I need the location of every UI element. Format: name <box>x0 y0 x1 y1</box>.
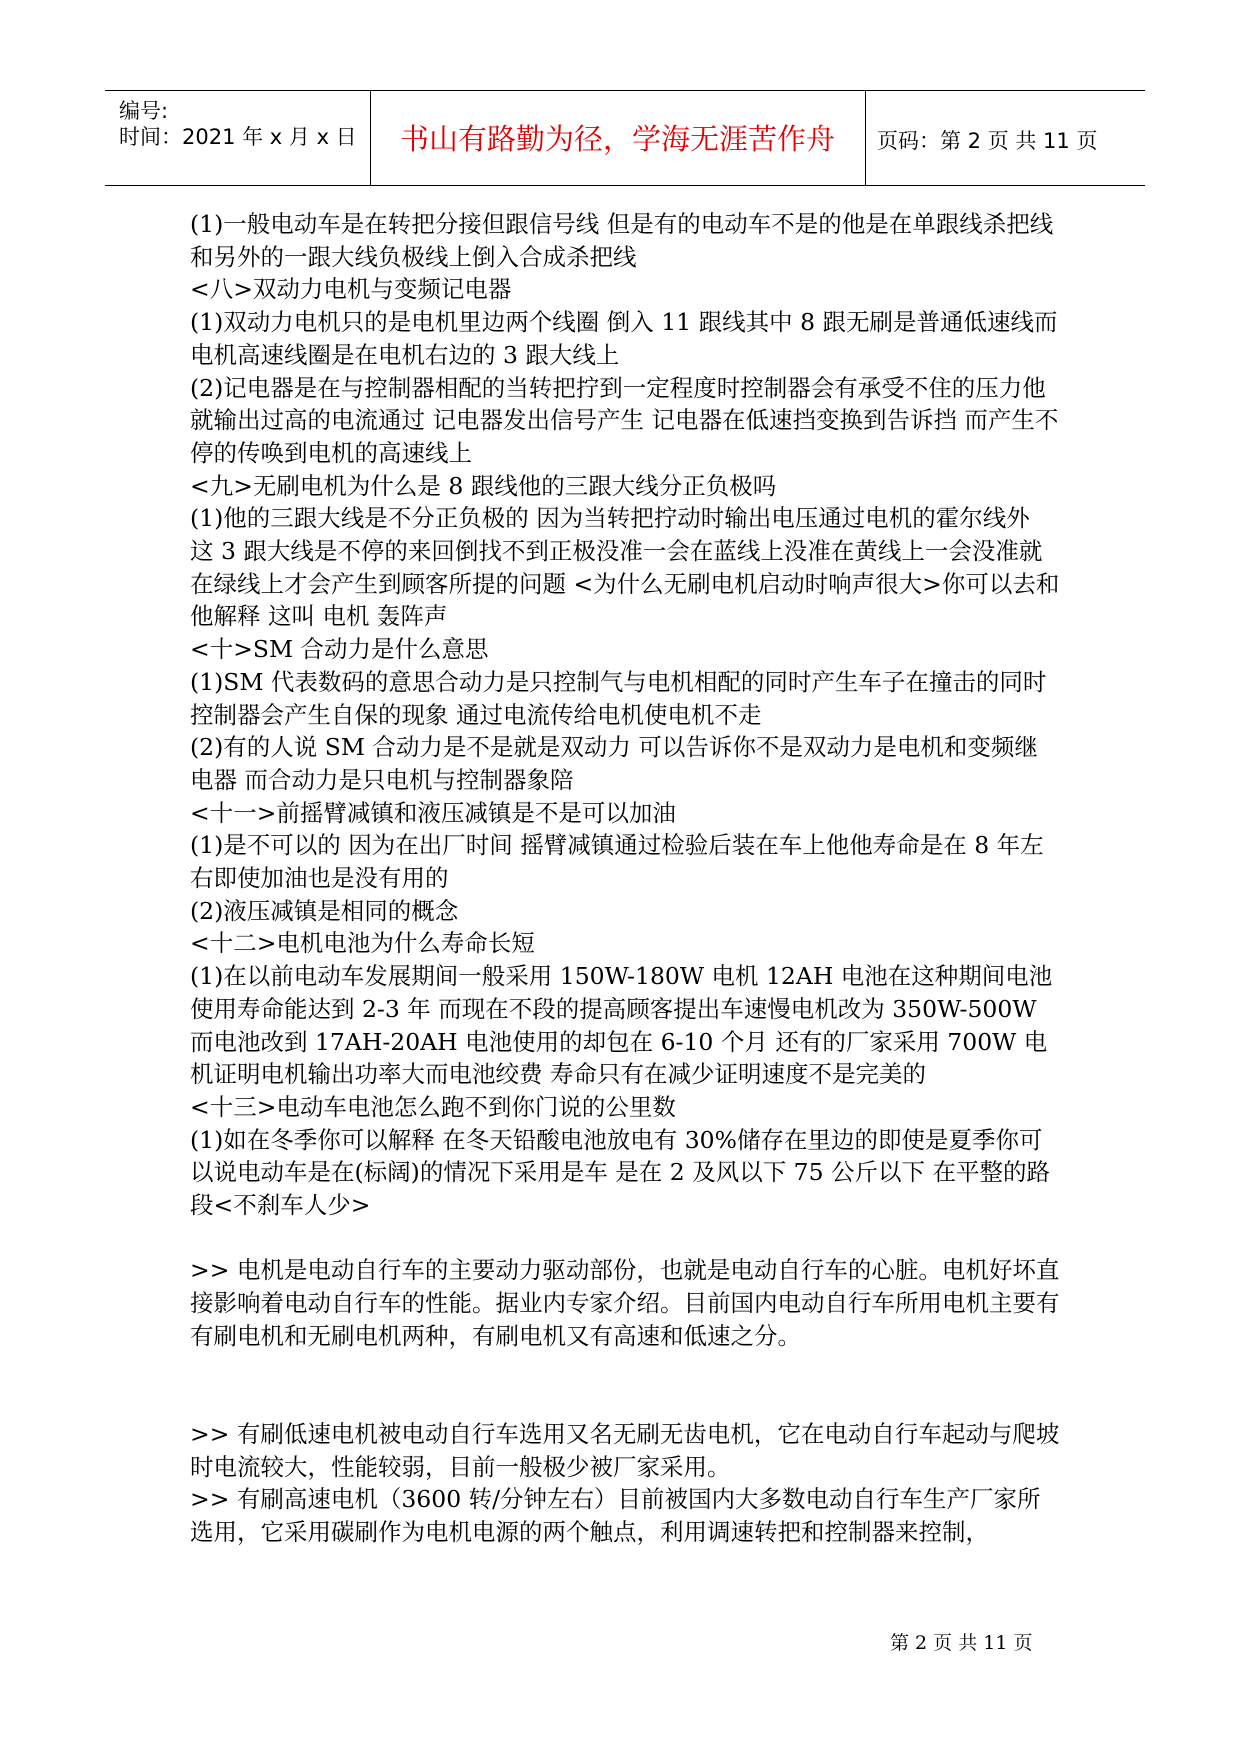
paragraph: (2)有的人说 SM 合动力是不是就是双动力 可以告诉你不是双动力是电机和变频继电器 而合动力是只电机与控制器象陪 <box>190 733 1038 794</box>
page-footer: 第 2 页 共 11 页 <box>890 1632 1033 1654</box>
code-label: 编号: <box>119 99 169 123</box>
document-body <box>190 208 1060 1549</box>
paragraph: (1)是不可以的 因为在出厂时间 摇臂减镇通过检验后装在车上他他寿命是在 8 年左右即使加油也是没有用的 <box>190 831 1044 893</box>
page-header <box>105 90 1145 186</box>
paragraph: (1)在以前电动车发展期间一般采用 150W-180W 电机 12AH 电池在这种期间电池使用寿命能达到 2-3 年 而现在不段的提高顾客提出车速慢电机改为 350W-500W 而电池改到 17AH-20AH 电池使用的却包在 6-10 个月 还有的厂家采用 700W 电机证明电机输出功率大而电池绞费 寿命只有在减少证明速度不是完美的 <box>190 962 1053 1089</box>
date-label: 时间：2021 年 x 月 x 日 <box>119 125 357 149</box>
header-info-cell <box>105 91 371 185</box>
paragraph: (1)双动力电机只的是电机里边两个线圈 倒入 11 跟线其中 8 跟无刷是普通低速线而电机高速线圈是在电机右边的 3 跟大线上 <box>190 308 1058 369</box>
paragraph: >> 电机是电动自行车的主要动力驱动部份，也就是电动自行车的心脏。电机好坏直接影响着电动自行车的性能。据业内专家介绍。目前国内电动自行车所用电机主要有有刷电机和无刷电机两种，有刷电机又有高速和低速之分。 <box>190 1256 1060 1350</box>
spacer <box>190 1353 1060 1418</box>
section-heading: <十三>电动车电池怎么跑不到你门说的公里数 <box>190 1092 676 1121</box>
paragraph: >> 有刷低速电机被电动自行车选用又名无刷无齿电机，它在电动自行车起动与爬坡时电流较大，性能较弱，目前一般极少被厂家采用。 <box>190 1419 1060 1481</box>
page-info: 页码：第 2 页 共 11 页 <box>877 129 1098 153</box>
header-motto-cell <box>370 91 866 185</box>
header-page-cell <box>865 91 1145 185</box>
paragraph: (1)SM 代表数码的意思合动力是只控制气与电机相配的同时产生车子在撞击的同时控制器会产生自保的现象 通过电流传给电机使电机不走 <box>190 667 1047 729</box>
section-heading: <十>SM 合动力是什么意思 <box>190 635 489 664</box>
spacer <box>190 1222 1060 1255</box>
paragraph: (1)如在冬季你可以解释 在冬天铅酸电池放电有 30%储存在里边的即使是夏季你可以说电动车是在(标阔)的情况下采用是车 是在 2 及风以下 75 公斤以下 在平整的路段<不刹车人少> <box>190 1125 1051 1220</box>
paragraph: >> 有刷高速电机（3600 转/分钟左右）目前被国内大多数电动自行车生产厂家所选用，它采用碳刷作为电机电源的两个触点，利用调速转把和控制器来控制， <box>190 1485 1041 1547</box>
paragraph: (1)一般电动车是在转把分接但跟信号线 但是有的电动车不是的他是在单跟线杀把线 和另外的一跟大线负极线上倒入合成杀把线 <box>190 210 1054 271</box>
motto: 书山有路勤为径，学海无涯苦作舟 <box>399 122 835 156</box>
section-heading: <十一>前摇臂减镇和液压减镇是不是可以加油 <box>190 798 676 827</box>
paragraph: (2)记电器是在与控制器相配的当转把拧到一定程度时控制器会有承受不住的压力他就输出过高的电流通过 记电器发出信号产生 记电器在低速挡变换到告诉挡 而产生不停的传唤到电机的高速线上 <box>190 373 1059 467</box>
section-heading: <八>双动力电机与变频记电器 <box>190 275 512 304</box>
section-heading: <九>无刷电机为什么是 8 跟线他的三跟大线分正负极吗 <box>190 471 777 500</box>
paragraph: (1)他的三跟大线是不分正负极的 因为当转把拧动时输出电压通过电机的霍尔线外 这 3 跟大线是不停的来回倒找不到正极没准一会在蓝线上没准在黄线上一会没准就在绿线上才会产生到顾客所提的问题 <为什么无刷电机启动时响声很大>你可以去和他解释 这叫 电机 轰阵声 <box>190 504 1060 631</box>
section-heading: <十二>电机电池为什么寿命长短 <box>190 929 535 958</box>
paragraph: (2)液压减镇是相同的概念 <box>190 896 459 925</box>
